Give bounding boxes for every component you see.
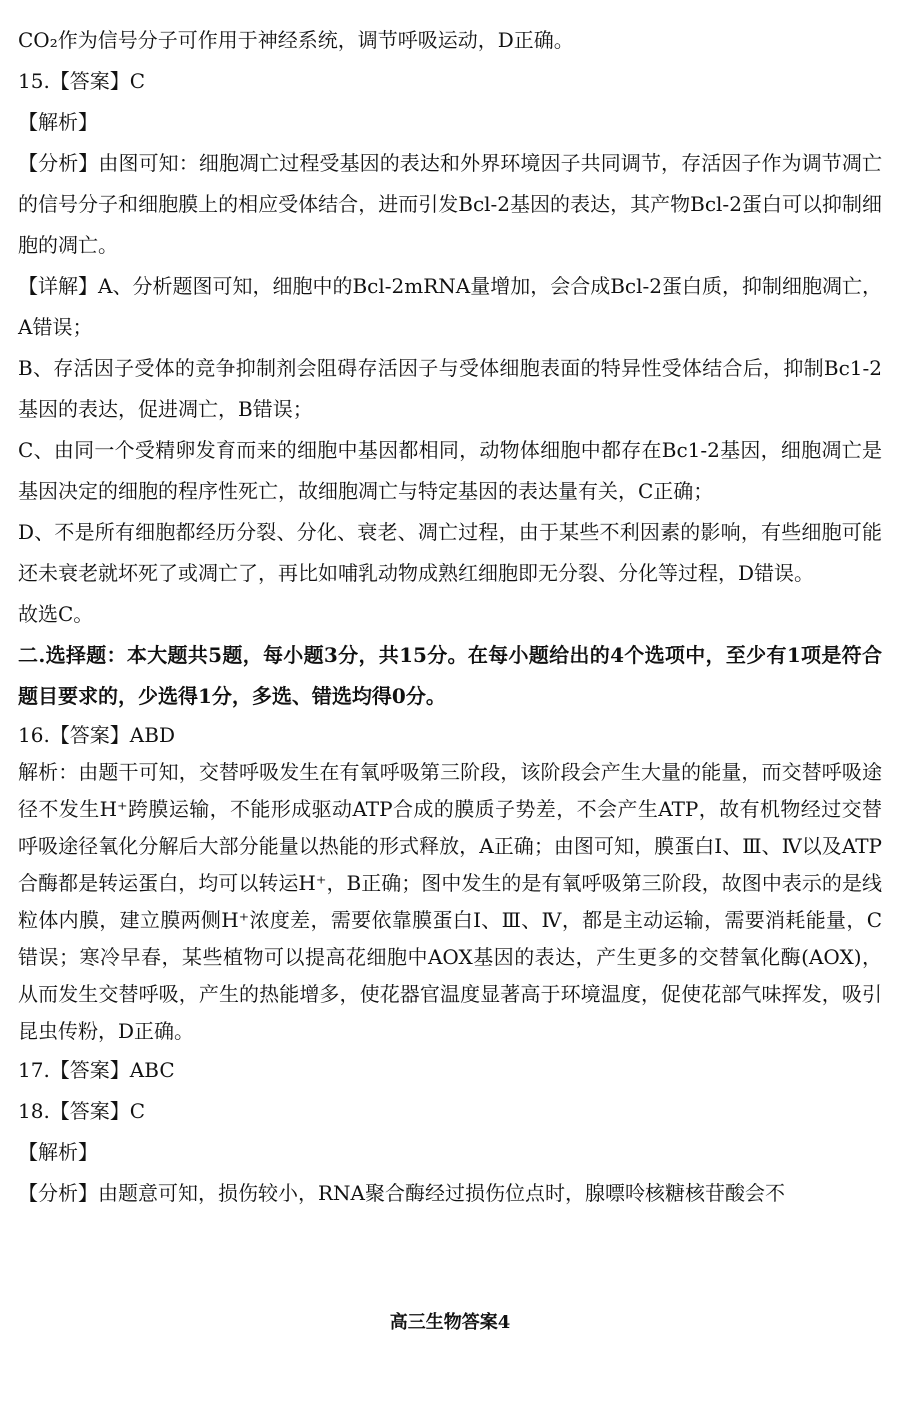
q16-answer: 16.【答案】ABD bbox=[18, 723, 175, 747]
q15-analysis: 【分析】由图可知：细胞凋亡过程受基因的表达和外界环境因子共同调节，存活因子作为调节凋亡的信号分子和细胞膜上的相应受体结合，进而引发Bcl-2基因的表达，其产物Bcl-2蛋白可以抑制细胞的凋亡。 bbox=[18, 151, 882, 257]
answer-content bbox=[18, 20, 882, 1214]
q18-analysis: 【分析】由题意可知，损伤较小，RNA聚合酶经过损伤位点时，腺嘌呤核糖核苷酸会不 bbox=[18, 1181, 786, 1205]
q18-answer: 18.【答案】C bbox=[18, 1099, 146, 1123]
paragraph-q14-end: CO₂作为信号分子可作用于神经系统，调节呼吸运动，D正确。 bbox=[18, 28, 574, 52]
q17-answer: 17.【答案】ABC bbox=[18, 1058, 175, 1082]
q15-answer: 15.【答案】C bbox=[18, 69, 146, 93]
section-two-heading: 二.选择题：本大题共5题，每小题3分，共15分。在每小题给出的4个选项中，至少有1项是符合题目要求的，少选得1分，多选、错选均得0分。 bbox=[18, 643, 882, 708]
q15-detail-d: D、不是所有细胞都经历分裂、分化、衰老、凋亡过程，由于某些不利因素的影响，有些细胞可能还未衰老就坏死了或凋亡了，再比如哺乳动物成熟红细胞即无分裂、分化等过程，D错误。 bbox=[18, 520, 882, 585]
q18-analysis-label: 【解析】 bbox=[18, 1140, 98, 1164]
q15-detail-b: B、存活因子受体的竞争抑制剂会阻碍存活因子与受体细胞表面的特异性受体结合后，抑制Bc1-2基因的表达，促进凋亡，B错误； bbox=[18, 356, 882, 421]
q16-explanation: 解析：由题干可知，交替呼吸发生在有氧呼吸第三阶段，该阶段会产生大量的能量，而交替呼吸途径不发生H⁺跨膜运输，不能形成驱动ATP合成的膜质子势差，不会产生ATP，故有机物经过交替呼吸途径氧化分解后大部分能量以热能的形式释放，A正确；由图可知，膜蛋白Ⅰ、Ⅲ、Ⅳ以及ATP合酶都是转运蛋白，均可以转运H⁺，B正确；图中发生的是有氧呼吸第三阶段，故图中表示的是线粒体内膜，建立膜两侧H⁺浓度差，需要依靠膜蛋白Ⅰ、Ⅲ、Ⅳ，都是主动运输，需要消耗能量，C错误；寒冷早春，某些植物可以提高花细胞中AOX基因的表达，产生更多的交替氧化酶(AOX)，从而发生交替呼吸，产生的热能增多，使花器官温度显著高于环境温度，促使花部气味挥发，吸引昆虫传粉，D正确。 bbox=[18, 760, 882, 1043]
q15-detail-a: 【详解】A、分析题图可知，细胞中的Bcl-2mRNA量增加，会合成Bcl-2蛋白质，抑制细胞凋亡，A错误； bbox=[18, 274, 882, 339]
q15-analysis-label: 【解析】 bbox=[18, 110, 98, 134]
page-footer: 高三生物答案4 bbox=[389, 1312, 511, 1333]
q15-detail-c: C、由同一个受精卵发育而来的细胞中基因都相同，动物体细胞中都存在Bc1-2基因，细胞凋亡是基因决定的细胞的程序性死亡，故细胞凋亡与特定基因的表达量有关，C正确； bbox=[18, 438, 882, 503]
q15-conclusion: 故选C。 bbox=[18, 602, 94, 626]
